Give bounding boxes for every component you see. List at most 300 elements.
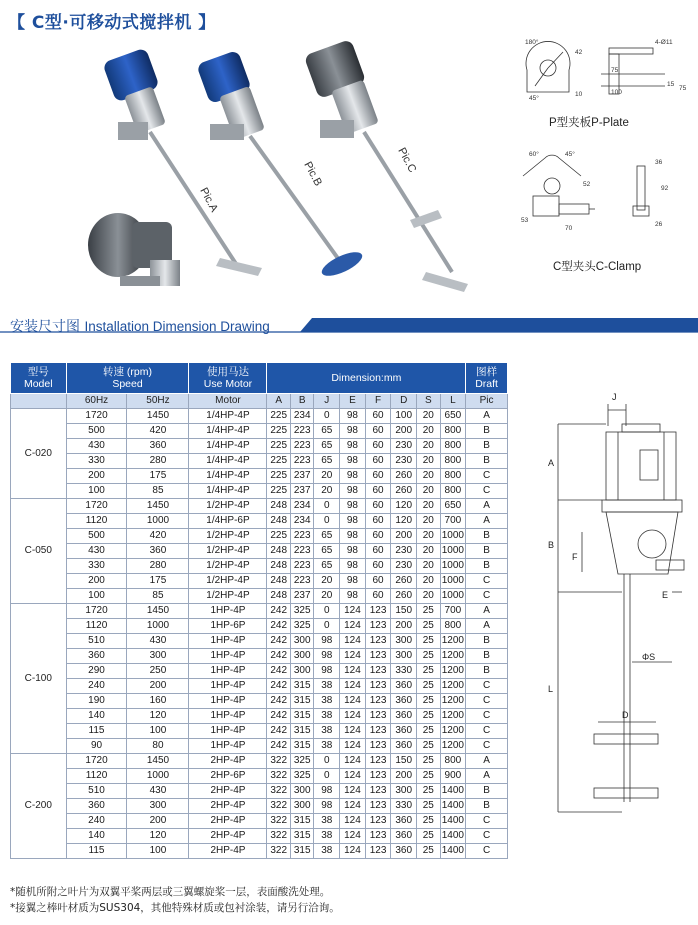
table-cell: 1/4HP-4P	[189, 454, 267, 469]
table-cell: 2HP-4P	[189, 814, 267, 829]
table-cell: 1000	[127, 769, 189, 784]
table-cell: 1000	[440, 559, 466, 574]
subheader-cell: L	[440, 394, 466, 409]
table-cell: 430	[127, 634, 189, 649]
table-cell: 123	[365, 724, 391, 739]
table-row	[11, 694, 508, 709]
table-cell: 223	[290, 454, 314, 469]
table-header-row	[11, 363, 508, 394]
table-cell: 234	[290, 409, 314, 424]
p-plate-dim-2: 42	[575, 49, 583, 56]
table-cell: 223	[290, 439, 314, 454]
table-cell: 123	[365, 754, 391, 769]
model-cell: C-020	[11, 409, 67, 499]
page-title: 【 C型·可移动式搅拌机 】	[8, 13, 216, 33]
table-cell: 38	[314, 814, 340, 829]
table-cell: C	[466, 739, 508, 754]
table-cell: 123	[365, 799, 391, 814]
table-cell: 98	[314, 649, 340, 664]
table-cell: 325	[290, 604, 314, 619]
table-cell: 225	[267, 469, 291, 484]
table-cell: 98	[340, 514, 366, 529]
table-cell: 1120	[66, 619, 127, 634]
table-cell: 0	[314, 604, 340, 619]
table-cell: 98	[314, 784, 340, 799]
table-cell: 500	[66, 424, 127, 439]
table-cell: 123	[365, 814, 391, 829]
notes	[10, 884, 340, 916]
table-cell: 1450	[127, 409, 189, 424]
table-cell: 230	[391, 454, 417, 469]
table-cell: 123	[365, 634, 391, 649]
table-cell: 25	[417, 844, 441, 859]
subheader-cell: A	[267, 394, 291, 409]
table-cell: 124	[340, 649, 366, 664]
table-cell: 124	[340, 769, 366, 784]
table-cell: 1HP-6P	[189, 619, 267, 634]
table-cell: 60	[365, 454, 391, 469]
table-cell: 123	[365, 664, 391, 679]
table-cell: 60	[365, 484, 391, 499]
dimension-header: Dimension:mm	[267, 363, 466, 394]
table-cell: 360	[391, 829, 417, 844]
table-cell: 650	[440, 499, 466, 514]
table-cell: 800	[440, 469, 466, 484]
table-cell: 1450	[127, 604, 189, 619]
table-cell: 20	[417, 454, 441, 469]
table-cell: 124	[340, 634, 366, 649]
table-cell: 315	[290, 724, 314, 739]
table-cell: 38	[314, 709, 340, 724]
table-cell: 120	[127, 829, 189, 844]
c-clamp-dim-7: 92	[661, 185, 669, 192]
table-cell: 200	[66, 469, 127, 484]
table-cell: 420	[127, 529, 189, 544]
table-cell: 123	[365, 709, 391, 724]
table-cell: 115	[66, 844, 127, 859]
table-cell: 1/4HP-4P	[189, 424, 267, 439]
table-cell: 25	[417, 604, 441, 619]
table-cell: 1200	[440, 694, 466, 709]
table-cell: 300	[290, 649, 314, 664]
table-cell: 38	[314, 844, 340, 859]
table-cell: 280	[127, 454, 189, 469]
table-cell: B	[466, 439, 508, 454]
table-cell: 85	[127, 589, 189, 604]
table-row	[11, 739, 508, 754]
table-row	[11, 664, 508, 679]
table-cell: 315	[290, 679, 314, 694]
table-cell: 123	[365, 649, 391, 664]
table-cell: 223	[290, 559, 314, 574]
table-cell: C	[466, 829, 508, 844]
table-cell: C	[466, 694, 508, 709]
table-cell: 1200	[440, 739, 466, 754]
table-cell: 2HP-4P	[189, 829, 267, 844]
table-cell: 1/2HP-4P	[189, 499, 267, 514]
table-cell: 330	[66, 559, 127, 574]
table-cell: 360	[66, 649, 127, 664]
table-cell: 800	[440, 439, 466, 454]
table-cell: 124	[340, 724, 366, 739]
table-cell: C	[466, 484, 508, 499]
table-row	[11, 634, 508, 649]
table-cell: 65	[314, 424, 340, 439]
table-cell: B	[466, 559, 508, 574]
table-cell: 1720	[66, 604, 127, 619]
table-cell: A	[466, 409, 508, 424]
p-plate-dim-4: 45°	[529, 95, 539, 102]
table-row	[11, 409, 508, 424]
section-title-cn: 安装尺寸图	[10, 319, 80, 335]
table-subheader-row	[11, 394, 508, 409]
table-cell: 123	[365, 619, 391, 634]
table-cell: 98	[340, 544, 366, 559]
c-clamp-dim-4: 53	[521, 217, 529, 224]
table-row	[11, 469, 508, 484]
model-cell: C-050	[11, 499, 67, 604]
c-clamp-dim-5: 70	[565, 225, 573, 232]
table-cell: 38	[314, 724, 340, 739]
table-cell: 1/2HP-4P	[189, 544, 267, 559]
table-row	[11, 679, 508, 694]
table-cell: A	[466, 514, 508, 529]
table-row	[11, 844, 508, 859]
table-cell: 325	[290, 619, 314, 634]
table-cell: 25	[417, 784, 441, 799]
c-clamp-dim-8: 26	[655, 221, 663, 228]
table-cell: 1200	[440, 709, 466, 724]
table-row	[11, 799, 508, 814]
table-cell: 325	[290, 769, 314, 784]
table-cell: 80	[127, 739, 189, 754]
table-cell: 800	[440, 454, 466, 469]
table-cell: B	[466, 634, 508, 649]
table-cell: 1120	[66, 514, 127, 529]
table-cell: 300	[391, 784, 417, 799]
p-plate-caption: P型夹板P-Plate	[549, 117, 629, 129]
table-cell: 100	[127, 844, 189, 859]
table-cell: 360	[66, 799, 127, 814]
table-cell: 20	[314, 574, 340, 589]
table-cell: 0	[314, 514, 340, 529]
table-cell: 300	[127, 799, 189, 814]
table-cell: 242	[267, 619, 291, 634]
table-cell: 20	[314, 484, 340, 499]
table-cell: 248	[267, 574, 291, 589]
table-cell: 237	[290, 589, 314, 604]
table-cell: 800	[440, 484, 466, 499]
table-cell: 430	[127, 784, 189, 799]
table-cell: 360	[391, 694, 417, 709]
table-cell: 225	[267, 454, 291, 469]
table-cell: 1400	[440, 784, 466, 799]
p-plate-dim-8: 15	[667, 81, 675, 88]
motor-header: 使用马达 Use Motor	[189, 363, 267, 394]
table-cell: B	[466, 784, 508, 799]
table-cell: 20	[417, 544, 441, 559]
table-cell: 25	[417, 694, 441, 709]
table-cell: 124	[340, 754, 366, 769]
dim-label-a: A	[548, 458, 555, 468]
table-cell: 1000	[440, 544, 466, 559]
table-cell: 242	[267, 604, 291, 619]
table-cell: C	[466, 589, 508, 604]
table-cell: 360	[391, 724, 417, 739]
p-plate-dim-1: 180°	[525, 39, 539, 46]
table-cell: 25	[417, 724, 441, 739]
table-cell: 200	[391, 619, 417, 634]
table-cell: 98	[340, 454, 366, 469]
table-cell: 20	[417, 439, 441, 454]
product-photos	[80, 40, 480, 300]
table-cell: 200	[391, 769, 417, 784]
table-cell: 1400	[440, 829, 466, 844]
table-cell: 20	[417, 574, 441, 589]
table-cell: 223	[290, 424, 314, 439]
table-cell: 225	[267, 424, 291, 439]
table-cell: 0	[314, 769, 340, 784]
table-cell: C	[466, 679, 508, 694]
table-cell: 98	[340, 589, 366, 604]
table-cell: 700	[440, 604, 466, 619]
table-cell: B	[466, 664, 508, 679]
table-cell: 225	[267, 529, 291, 544]
table-cell: 330	[391, 799, 417, 814]
subheader-cell: F	[365, 394, 391, 409]
table-cell: 360	[391, 814, 417, 829]
table-cell: A	[466, 769, 508, 784]
dim-label-d: D	[622, 710, 629, 720]
table-row	[11, 514, 508, 529]
table-cell: 242	[267, 634, 291, 649]
table-cell: 124	[340, 679, 366, 694]
table-cell: 650	[440, 409, 466, 424]
table-cell: 100	[66, 484, 127, 499]
table-cell: 322	[267, 784, 291, 799]
c-clamp-drawing	[515, 146, 695, 236]
table-cell: B	[466, 544, 508, 559]
table-cell: 1200	[440, 679, 466, 694]
table-cell: 280	[127, 559, 189, 574]
table-cell: 123	[365, 844, 391, 859]
table-row	[11, 649, 508, 664]
table-cell: 248	[267, 514, 291, 529]
table-cell: 242	[267, 679, 291, 694]
table-cell: 1450	[127, 754, 189, 769]
table-cell: 1/4HP-4P	[189, 409, 267, 424]
table-cell: 1HP-4P	[189, 604, 267, 619]
table-cell: 20	[417, 559, 441, 574]
table-row	[11, 784, 508, 799]
table-row	[11, 544, 508, 559]
table-cell: 124	[340, 619, 366, 634]
table-cell: 1HP-4P	[189, 649, 267, 664]
p-plate-dim-6: 75	[611, 67, 619, 74]
table-cell: 315	[290, 709, 314, 724]
table-cell: 2HP-4P	[189, 784, 267, 799]
table-cell: 60	[365, 469, 391, 484]
table-cell: 20	[417, 424, 441, 439]
subheader-cell: Motor	[189, 394, 267, 409]
table-cell: 60	[365, 409, 391, 424]
table-cell: 124	[340, 604, 366, 619]
table-cell: 225	[267, 409, 291, 424]
table-cell: 175	[127, 574, 189, 589]
table-cell: 315	[290, 739, 314, 754]
table-cell: 0	[314, 619, 340, 634]
table-cell: 60	[365, 424, 391, 439]
table-cell: 1HP-4P	[189, 724, 267, 739]
table-cell: 237	[290, 469, 314, 484]
table-row	[11, 484, 508, 499]
table-cell: 98	[340, 409, 366, 424]
table-cell: 242	[267, 664, 291, 679]
table-cell: 25	[417, 679, 441, 694]
table-cell: 190	[66, 694, 127, 709]
table-cell: 200	[391, 424, 417, 439]
model-cell: C-200	[11, 754, 67, 859]
table-cell: 1HP-4P	[189, 679, 267, 694]
table-cell: 240	[66, 679, 127, 694]
model-cell: C-100	[11, 604, 67, 754]
table-cell: 98	[340, 439, 366, 454]
table-cell: 2HP-4P	[189, 799, 267, 814]
table-cell: 124	[340, 664, 366, 679]
table-cell: 223	[290, 529, 314, 544]
table-cell: 1200	[440, 724, 466, 739]
note-1: *随机所附之叶片为双翼平桨两层或三翼螺旋桨一层，表面酸洗处理。	[10, 886, 331, 898]
table-cell: 123	[365, 784, 391, 799]
table-cell: 700	[440, 514, 466, 529]
table-cell: 100	[127, 724, 189, 739]
table-cell: 123	[365, 739, 391, 754]
table-cell: 25	[417, 739, 441, 754]
table-cell: 330	[391, 664, 417, 679]
table-cell: 322	[267, 814, 291, 829]
table-cell: 25	[417, 814, 441, 829]
table-row	[11, 604, 508, 619]
table-cell: 242	[267, 694, 291, 709]
table-cell: 25	[417, 769, 441, 784]
c-clamp-dim-6: 36	[655, 159, 663, 166]
table-cell: 124	[340, 784, 366, 799]
table-cell: 510	[66, 784, 127, 799]
table-cell: 230	[391, 544, 417, 559]
table-cell: 124	[340, 694, 366, 709]
c-clamp-dim-3: 52	[583, 181, 591, 188]
table-cell: 1/4HP-4P	[189, 484, 267, 499]
table-cell: 250	[127, 664, 189, 679]
table-cell: 38	[314, 829, 340, 844]
mixer-pic-c	[304, 40, 468, 292]
table-cell: 120	[391, 499, 417, 514]
table-cell: 65	[314, 529, 340, 544]
table-cell: 240	[66, 814, 127, 829]
table-cell: 1HP-4P	[189, 664, 267, 679]
table-cell: 260	[391, 484, 417, 499]
mixer-closeup-photo	[88, 213, 180, 286]
table-row	[11, 574, 508, 589]
table-cell: 100	[391, 409, 417, 424]
dim-label-f: F	[572, 552, 578, 562]
speed-header: 转速 (rpm) Speed	[66, 363, 189, 394]
table-cell: 300	[290, 799, 314, 814]
table-cell: 1/2HP-4P	[189, 559, 267, 574]
table-row	[11, 724, 508, 739]
table-cell: 20	[314, 589, 340, 604]
table-cell: 322	[267, 754, 291, 769]
table-cell: 325	[290, 754, 314, 769]
c-clamp-dim-2: 45°	[565, 151, 575, 158]
table-cell: 1720	[66, 754, 127, 769]
table-cell: 65	[314, 439, 340, 454]
table-cell: 20	[417, 409, 441, 424]
table-cell: 234	[290, 514, 314, 529]
table-cell: 234	[290, 499, 314, 514]
table-cell: 322	[267, 769, 291, 784]
table-cell: C	[466, 574, 508, 589]
table-cell: B	[466, 649, 508, 664]
table-cell: 225	[267, 439, 291, 454]
table-cell: 2HP-6P	[189, 769, 267, 784]
table-cell: 1/2HP-4P	[189, 574, 267, 589]
table-cell: 25	[417, 709, 441, 724]
table-cell: 330	[66, 454, 127, 469]
table-cell: 200	[66, 574, 127, 589]
table-cell: 38	[314, 739, 340, 754]
table-cell: 360	[391, 709, 417, 724]
table-cell: 120	[391, 514, 417, 529]
table-cell: 98	[314, 664, 340, 679]
table-cell: B	[466, 424, 508, 439]
table-cell: B	[466, 454, 508, 469]
subheader-cell: Pic	[466, 394, 508, 409]
subheader-cell: 50Hz	[127, 394, 189, 409]
table-cell: 1HP-4P	[189, 634, 267, 649]
table-cell: 360	[127, 544, 189, 559]
table-cell: 140	[66, 709, 127, 724]
table-cell: 20	[417, 529, 441, 544]
subheader-cell: D	[391, 394, 417, 409]
dim-label-l: L	[548, 684, 554, 694]
table-cell: 1200	[440, 634, 466, 649]
table-cell: 65	[314, 544, 340, 559]
table-row	[11, 589, 508, 604]
table-cell: 315	[290, 814, 314, 829]
table-cell: 98	[340, 499, 366, 514]
section-title	[10, 316, 270, 336]
table-cell: 120	[127, 709, 189, 724]
table-cell: 1HP-4P	[189, 709, 267, 724]
table-row	[11, 769, 508, 784]
dimension-table	[10, 362, 508, 859]
table-cell: 200	[391, 529, 417, 544]
table-cell: 242	[267, 709, 291, 724]
table-cell: 25	[417, 799, 441, 814]
subheader-cell: S	[417, 394, 441, 409]
table-cell: 20	[417, 484, 441, 499]
note-2: *接翼之棒叶材质为SUS304，其他特殊材质或包衬涂装，请另行洽询。	[10, 902, 340, 914]
table-cell: 25	[417, 619, 441, 634]
pic-c-label: Pic.C	[395, 145, 419, 175]
table-cell: 65	[314, 559, 340, 574]
c-clamp-caption: C型夹头C-Clamp	[553, 261, 642, 273]
table-cell: 248	[267, 589, 291, 604]
table-cell: 60	[365, 514, 391, 529]
table-cell: C	[466, 709, 508, 724]
table-cell: 60	[365, 529, 391, 544]
